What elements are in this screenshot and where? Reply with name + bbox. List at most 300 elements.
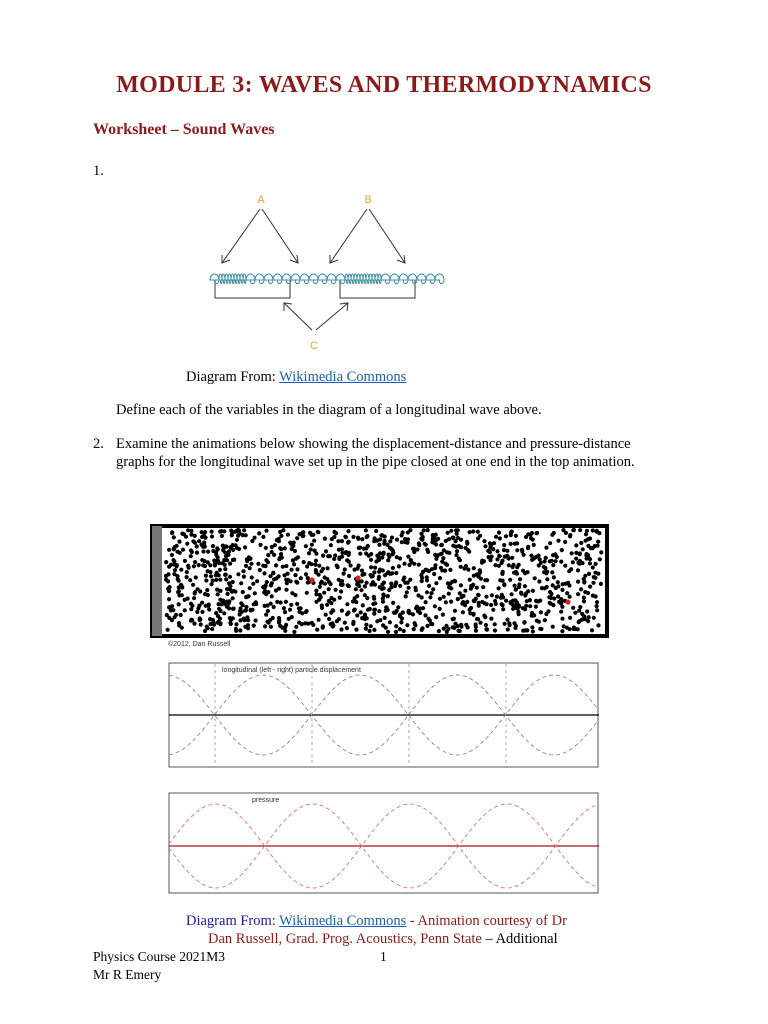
air-particle — [321, 567, 325, 571]
air-particle — [438, 576, 442, 580]
air-particle — [571, 606, 575, 610]
air-particle — [286, 572, 290, 576]
air-particle — [332, 530, 336, 534]
air-particle — [425, 590, 429, 594]
air-particle — [554, 559, 558, 563]
air-particle — [449, 600, 453, 604]
air-particle — [240, 610, 244, 614]
air-particle — [552, 531, 556, 535]
wikimedia-commons-link[interactable]: Wikimedia Commons — [279, 369, 407, 385]
air-particle — [266, 560, 270, 564]
air-particle — [502, 543, 506, 547]
air-particle — [530, 625, 534, 629]
air-particle — [459, 583, 463, 587]
air-particle — [458, 558, 462, 562]
air-particle — [545, 570, 549, 574]
air-particle — [523, 584, 527, 588]
air-particle — [180, 626, 184, 630]
air-particle — [297, 532, 301, 536]
air-particle — [217, 607, 221, 611]
air-particle — [564, 531, 568, 535]
air-particle — [206, 550, 210, 554]
air-particle — [383, 616, 387, 620]
air-particle — [346, 583, 350, 587]
air-particle — [189, 607, 193, 611]
air-particle — [534, 605, 538, 609]
air-particle — [521, 569, 525, 573]
air-particle — [401, 610, 405, 614]
air-particle — [402, 629, 406, 633]
air-particle — [563, 564, 567, 568]
air-particle — [491, 547, 495, 551]
air-particle — [420, 579, 424, 583]
air-particle — [213, 563, 217, 567]
air-particle — [323, 537, 327, 541]
air-particle — [442, 548, 446, 552]
air-particle — [354, 587, 358, 591]
air-particle — [377, 543, 381, 547]
air-particle — [468, 578, 472, 582]
air-particle — [177, 540, 181, 544]
air-particle — [489, 617, 493, 621]
air-particle — [223, 573, 227, 577]
air-particle — [596, 623, 600, 627]
air-particle — [508, 623, 512, 627]
air-particle — [284, 600, 288, 604]
air-particle — [559, 560, 563, 564]
air-particle — [394, 571, 398, 575]
air-particle — [500, 572, 504, 576]
air-particle — [314, 589, 318, 593]
air-particle — [484, 623, 488, 627]
air-particle — [514, 588, 518, 592]
air-particle — [376, 554, 380, 558]
air-particle — [221, 548, 225, 552]
air-particle — [227, 606, 231, 610]
air-particle — [591, 546, 595, 550]
air-particle — [581, 547, 585, 551]
air-particle — [548, 541, 552, 545]
air-particle — [413, 623, 417, 627]
page-title: MODULE 3: WAVES AND THERMODYNAMICS — [116, 72, 652, 98]
air-particle — [362, 572, 366, 576]
air-particle — [283, 625, 287, 629]
air-particle — [294, 625, 298, 629]
air-particle — [264, 613, 268, 617]
air-particle — [235, 546, 239, 550]
air-particle — [542, 565, 546, 569]
air-particle — [336, 565, 340, 569]
air-particle — [183, 608, 187, 612]
air-particle — [534, 531, 538, 535]
air-particle — [447, 585, 451, 589]
air-particle — [526, 545, 530, 549]
air-particle — [185, 542, 189, 546]
air-particle — [252, 624, 256, 628]
air-particle — [539, 610, 543, 614]
air-particle — [454, 545, 458, 549]
air-particle — [329, 611, 333, 615]
air-particle — [177, 621, 181, 625]
air-particle — [522, 621, 526, 625]
air-particle — [573, 611, 577, 615]
air-particle — [544, 546, 548, 550]
air-particle — [593, 576, 597, 580]
air-particle — [479, 577, 483, 581]
air-particle — [424, 568, 428, 572]
air-particle — [523, 593, 527, 597]
air-particle — [455, 624, 459, 628]
air-particle — [433, 553, 437, 557]
air-particle — [560, 588, 564, 592]
air-particle — [357, 564, 361, 568]
air-particle — [393, 584, 397, 588]
air-particle — [490, 593, 494, 597]
air-particle — [166, 628, 170, 632]
air-particle — [222, 611, 226, 615]
air-particle — [250, 539, 254, 543]
pointer-arrows — [222, 209, 405, 330]
air-particle — [283, 610, 287, 614]
air-particle — [365, 596, 369, 600]
air-particle — [228, 621, 232, 625]
air-particle — [395, 555, 399, 559]
air-particle — [389, 582, 393, 586]
air-particle — [500, 602, 504, 606]
air-particle — [175, 564, 179, 568]
air-particle — [214, 611, 218, 615]
air-particle — [506, 627, 510, 631]
pipe-closed-end — [152, 526, 162, 636]
air-particle — [456, 597, 460, 601]
air-particle — [477, 601, 481, 605]
credit-dan-russell: Dan Russell, Grad. Prog. Acoustics, Penn State — [208, 931, 482, 947]
wikimedia-commons-link-2[interactable]: Wikimedia Commons — [279, 913, 407, 929]
air-particle — [302, 560, 306, 564]
air-particle — [390, 571, 394, 575]
air-particle — [476, 617, 480, 621]
air-particle — [223, 563, 227, 567]
air-particle — [508, 578, 512, 582]
air-particle — [342, 572, 346, 576]
air-particle — [478, 621, 482, 625]
air-particle — [272, 577, 276, 581]
air-particle — [568, 533, 572, 537]
air-particle — [304, 572, 308, 576]
air-particle — [465, 600, 469, 604]
air-particle — [495, 595, 499, 599]
copyright-label: ©2012, Dan Russell — [168, 641, 231, 648]
air-particle — [210, 582, 214, 586]
air-particle — [191, 539, 195, 543]
air-particle — [421, 606, 425, 610]
air-particle — [433, 566, 437, 570]
air-particle — [563, 540, 567, 544]
air-particle — [543, 618, 547, 622]
air-particle — [277, 537, 281, 541]
air-particle — [300, 622, 304, 626]
pressure-graph-frame — [169, 793, 598, 893]
air-particle — [434, 557, 438, 561]
air-particle — [510, 556, 514, 560]
air-particle — [189, 602, 193, 606]
air-particle — [321, 624, 325, 628]
air-particle — [293, 573, 297, 577]
air-particle — [425, 624, 429, 628]
air-particle — [206, 604, 210, 608]
air-particle — [406, 555, 410, 559]
air-particle — [243, 608, 247, 612]
air-particle — [226, 592, 230, 596]
air-particle — [248, 566, 252, 570]
air-particle — [576, 580, 580, 584]
worksheet-subtitle: Worksheet – Sound Waves — [93, 121, 275, 138]
air-particle — [406, 537, 410, 541]
air-particle — [459, 625, 463, 629]
air-particle — [270, 594, 274, 598]
air-particle — [556, 584, 560, 588]
footer-author: Mr R Emery — [93, 967, 162, 982]
air-particle — [595, 608, 599, 612]
air-particle — [545, 585, 549, 589]
air-particle — [360, 537, 364, 541]
air-particle — [340, 555, 344, 559]
air-particle — [290, 615, 294, 619]
air-particle — [181, 548, 185, 552]
label-b: B — [364, 194, 372, 206]
air-particle — [369, 558, 373, 562]
air-particle — [572, 627, 576, 631]
air-particle — [427, 584, 431, 588]
air-particle — [195, 610, 199, 614]
air-particle — [483, 615, 487, 619]
air-particle — [324, 613, 328, 617]
air-particle — [346, 610, 350, 614]
air-particle — [420, 628, 424, 632]
air-particle — [195, 544, 199, 548]
air-particle — [476, 572, 480, 576]
air-particle — [266, 553, 270, 557]
air-particle — [223, 567, 227, 571]
air-particle — [284, 578, 288, 582]
air-particle — [481, 585, 485, 589]
air-particle — [274, 563, 278, 567]
air-particle — [228, 575, 232, 579]
air-particle — [322, 591, 326, 595]
air-particle — [476, 593, 480, 597]
air-particle — [290, 547, 294, 551]
air-particle — [258, 543, 262, 547]
air-particle — [543, 559, 547, 563]
air-particle — [359, 588, 363, 592]
air-particle — [586, 537, 590, 541]
air-particle — [241, 590, 245, 594]
air-particle — [203, 592, 207, 596]
air-particle — [428, 595, 432, 599]
air-particle — [501, 579, 505, 583]
air-particle — [332, 557, 336, 561]
air-particle — [599, 550, 603, 554]
air-particle — [588, 585, 592, 589]
air-particle — [218, 598, 222, 602]
air-particle — [489, 603, 493, 607]
air-particle — [571, 560, 575, 564]
air-particle — [570, 551, 574, 555]
air-particle — [437, 629, 441, 633]
air-particle — [242, 575, 246, 579]
air-particle — [258, 568, 262, 572]
air-particle — [179, 613, 183, 617]
air-particle — [217, 602, 221, 606]
air-particle — [271, 616, 275, 620]
air-particle — [413, 586, 417, 590]
air-particle — [374, 529, 378, 533]
air-particle — [416, 609, 420, 613]
air-particle — [382, 594, 386, 598]
air-particle — [509, 542, 513, 546]
air-particle — [587, 572, 591, 576]
air-particle — [351, 535, 355, 539]
air-particle — [386, 553, 390, 557]
air-particle — [424, 600, 428, 604]
air-particle — [576, 568, 580, 572]
air-particle — [552, 575, 556, 579]
air-particle — [454, 528, 458, 532]
air-particle — [466, 625, 470, 629]
air-particle — [506, 555, 510, 559]
air-particle — [256, 562, 260, 566]
air-particle — [544, 556, 548, 560]
air-particle — [218, 578, 222, 582]
air-particle — [312, 539, 316, 543]
air-particle — [173, 545, 177, 549]
air-particle — [562, 624, 566, 628]
air-particle — [582, 580, 586, 584]
air-particle — [359, 610, 363, 614]
air-particle — [205, 588, 209, 592]
air-particle — [594, 562, 598, 566]
air-particle — [365, 581, 369, 585]
air-particle — [591, 594, 595, 598]
air-particle — [224, 577, 228, 581]
air-particle — [295, 567, 299, 571]
air-particle — [277, 587, 281, 591]
air-particle — [517, 612, 521, 616]
air-particle — [202, 534, 206, 538]
air-particle — [584, 532, 588, 536]
air-particle — [318, 593, 322, 597]
credit-animation-text: - Animation courtesy of Dr — [406, 913, 567, 929]
air-particle — [503, 622, 507, 626]
air-particle — [460, 595, 464, 599]
air-particle — [242, 617, 246, 621]
air-particle — [297, 606, 301, 610]
longitudinal-wave-diagram — [200, 185, 450, 355]
air-particle — [334, 588, 338, 592]
air-particle — [494, 535, 498, 539]
air-particle — [244, 533, 248, 537]
air-particle — [593, 571, 597, 575]
air-particle — [485, 578, 489, 582]
air-particle — [286, 533, 290, 537]
spring-coils — [210, 274, 444, 284]
air-particle — [273, 543, 277, 547]
air-particle — [282, 606, 286, 610]
air-particle — [186, 597, 190, 601]
air-particle — [568, 595, 572, 599]
air-particle — [264, 564, 268, 568]
air-particle — [545, 577, 549, 581]
air-particle — [281, 528, 285, 532]
air-particle — [487, 555, 491, 559]
air-particle — [391, 549, 395, 553]
label-c: C — [310, 340, 318, 352]
air-particle — [354, 628, 358, 632]
air-particle — [310, 543, 314, 547]
air-particle — [336, 539, 340, 543]
air-particle — [218, 568, 222, 572]
air-particle — [230, 533, 234, 537]
air-particle — [192, 596, 196, 600]
air-particle — [398, 627, 402, 631]
air-particle — [327, 617, 331, 621]
air-particle — [447, 592, 451, 596]
air-particle — [404, 594, 408, 598]
air-particle — [390, 536, 394, 540]
air-particle — [294, 580, 298, 584]
air-particle — [525, 599, 529, 603]
air-particle — [429, 591, 433, 595]
air-particle — [373, 601, 377, 605]
air-particle — [529, 536, 533, 540]
air-particle — [377, 577, 381, 581]
air-particle — [440, 560, 444, 564]
air-particle — [515, 541, 519, 545]
air-particle — [513, 598, 517, 602]
air-particle — [314, 559, 318, 563]
air-particle — [263, 589, 267, 593]
air-particle — [297, 610, 301, 614]
air-particle — [175, 574, 179, 578]
air-particle — [220, 534, 224, 538]
air-particle — [349, 563, 353, 567]
air-particle — [177, 593, 181, 597]
air-particle — [445, 630, 449, 634]
air-particle — [529, 554, 533, 558]
air-particle — [538, 599, 542, 603]
air-particle — [186, 564, 190, 568]
displacement-graph-label: longitudinal (left - right) particle displacement — [222, 667, 361, 674]
air-particle — [560, 605, 564, 609]
question-1-number: 1. — [93, 163, 104, 179]
air-particle — [177, 602, 181, 606]
air-particle — [497, 531, 501, 535]
air-particle — [324, 549, 328, 553]
air-particle — [270, 550, 274, 554]
footer-course: Physics Course 2021M3 — [93, 949, 226, 964]
air-particle — [277, 557, 281, 561]
air-particle — [446, 581, 450, 585]
air-particle — [412, 627, 416, 631]
air-particle — [234, 622, 238, 626]
air-particle — [246, 618, 250, 622]
air-particle — [394, 624, 398, 628]
air-particle — [307, 561, 311, 565]
air-particle — [447, 537, 451, 541]
air-particle — [289, 579, 293, 583]
air-particle — [369, 624, 373, 628]
air-particle — [378, 618, 382, 622]
